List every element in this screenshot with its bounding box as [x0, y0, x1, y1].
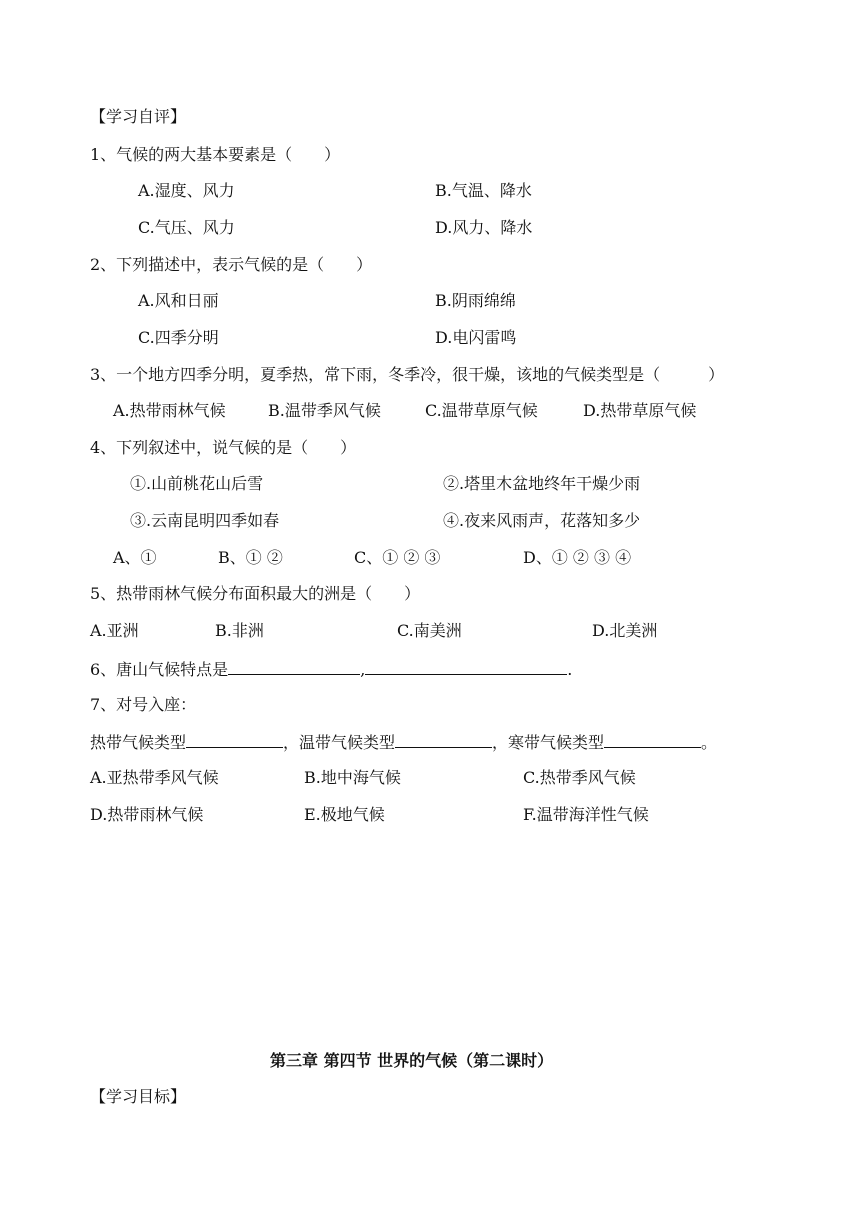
q2-option-d: D.电闪雷鸣: [435, 328, 517, 347]
q2-option-a: A.风和日丽: [138, 291, 219, 310]
q7-option-a: A.亚热带季风气候: [90, 768, 219, 787]
q1-option-b: B.气温、降水: [435, 181, 532, 200]
q6-blank-1[interactable]: [228, 658, 360, 675]
q4-statement-3: ③.云南昆明四季如春: [130, 511, 280, 530]
q4-statement-2: ②.塔里木盆地终年干燥少雨: [443, 474, 641, 493]
next-section-heading: 【学习目标】: [90, 1087, 187, 1106]
q6-end: .: [567, 660, 573, 679]
q4-statement-1: ①.山前桃花山后雪: [130, 474, 264, 493]
question-7-stem: 7、对号入座：: [90, 695, 197, 714]
q1-option-d: D.风力、降水: [435, 218, 533, 237]
q1-option-a: A.湿度、风力: [138, 181, 235, 200]
q3-option-c: C.温带草原气候: [425, 401, 538, 420]
section-heading: 【学习自评】: [90, 107, 187, 126]
q5-option-b: B.非洲: [215, 621, 264, 640]
q7-label-frigid: ，寒带气候类型: [492, 733, 605, 752]
q6-separator: ,: [360, 660, 366, 679]
q1-option-c: C.气压、风力: [138, 218, 235, 237]
q7-blank-temperate[interactable]: [395, 731, 492, 748]
q7-label-tropical: 热带气候类型: [90, 733, 187, 752]
q3-option-a: A.热带雨林气候: [113, 401, 226, 420]
question-4-stem: 4、下列叙述中，说气候的是（ ）: [90, 438, 357, 457]
q7-option-f: F.温带海洋性气候: [523, 805, 649, 824]
q7-end: 。: [701, 733, 718, 752]
q3-option-d: D.热带草原气候: [583, 401, 697, 420]
q4-option-c: C、① ② ③: [354, 548, 441, 567]
q4-option-a: A、①: [113, 548, 157, 567]
question-6-line: [90, 658, 572, 680]
q7-option-c: C.热带季风气候: [523, 768, 636, 787]
q5-option-c: C.南美洲: [397, 621, 462, 640]
q7-label-temperate: ，温带气候类型: [283, 733, 396, 752]
question-7-fill-line: [90, 731, 717, 753]
q4-option-b: B、① ②: [218, 548, 283, 567]
q2-option-b: B.阴雨绵绵: [435, 291, 516, 310]
question-2-stem: 2、下列描述中，表示气候的是（ ）: [90, 255, 373, 274]
question-3-stem: 3、一个地方四季分明，夏季热，常下雨，冬季冷，很干燥，该地的气候类型是（ ）: [90, 365, 725, 384]
q5-option-a: A.亚洲: [90, 621, 139, 640]
question-6-stem: 6、唐山气候特点是: [90, 660, 229, 679]
q2-option-c: C.四季分明: [138, 328, 219, 347]
question-1-stem: 1、气候的两大基本要素是（ ）: [90, 145, 341, 164]
q7-option-b: B.地中海气候: [304, 768, 401, 787]
chapter-title: 第三章 第四节 世界的气候（第二课时）: [270, 1051, 554, 1070]
q7-option-d: D.热带雨林气候: [90, 805, 204, 824]
question-5-stem: 5、热带雨林气候分布面积最大的洲是（ ）: [90, 584, 421, 603]
q4-option-d: D、① ② ③ ④: [523, 548, 632, 567]
q7-blank-tropical[interactable]: [186, 731, 283, 748]
q3-option-b: B.温带季风气候: [268, 401, 381, 420]
q7-option-e: E.极地气候: [304, 805, 385, 824]
q7-blank-frigid[interactable]: [604, 731, 701, 748]
q4-statement-4: ④.夜来风雨声，花落知多少: [443, 511, 641, 530]
q5-option-d: D.北美洲: [592, 621, 658, 640]
q6-blank-2[interactable]: [365, 658, 567, 675]
